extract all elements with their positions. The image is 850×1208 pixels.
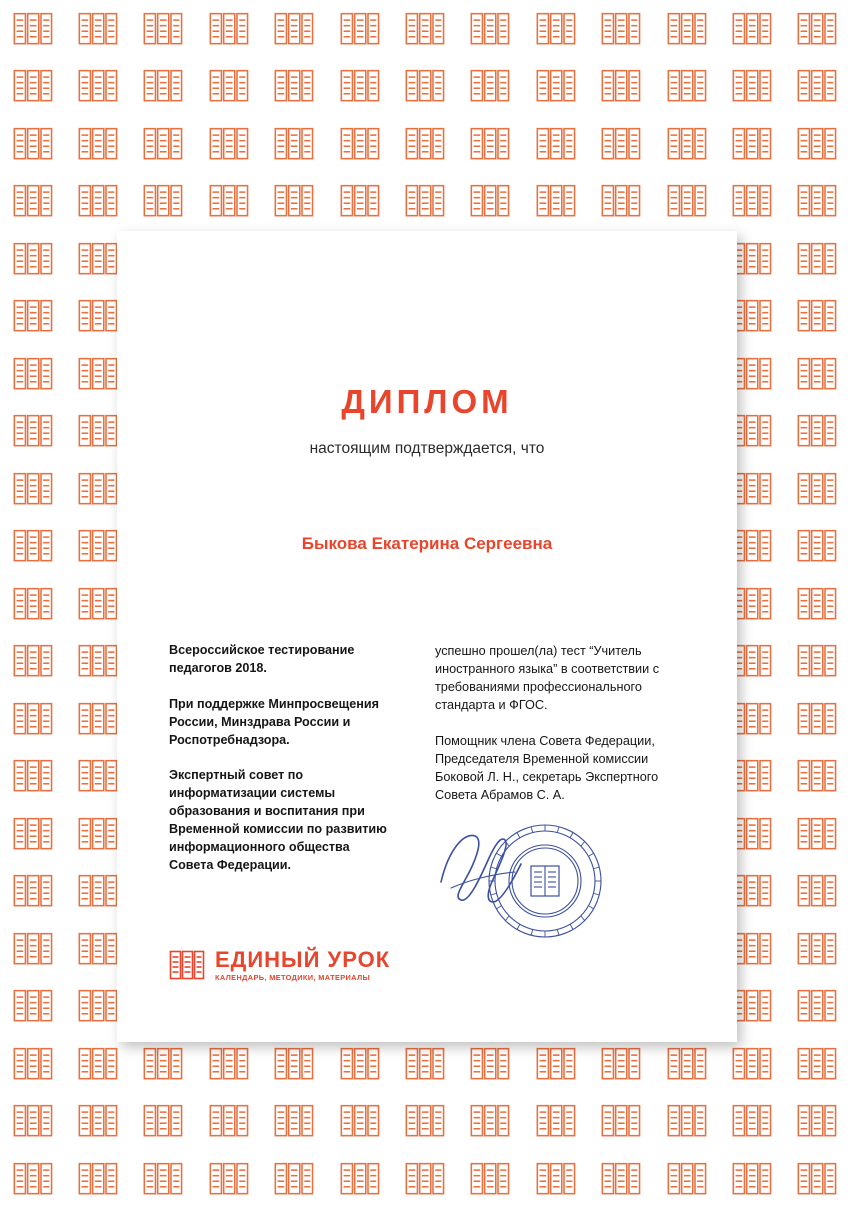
book-logo-icon xyxy=(523,115,588,173)
book-logo-icon xyxy=(65,173,130,231)
book-logo-icon xyxy=(262,1150,327,1208)
book-logo-icon xyxy=(588,173,653,231)
book-logo-icon xyxy=(262,0,327,58)
book-logo-icon xyxy=(719,115,784,173)
book-logo-icon xyxy=(458,1035,523,1093)
book-logo-icon xyxy=(588,58,653,116)
book-logo-icon xyxy=(785,230,850,288)
book-logo-icon xyxy=(0,115,65,173)
book-logo-icon xyxy=(327,58,392,116)
book-logo-icon xyxy=(0,1093,65,1151)
book-logo-icon xyxy=(131,1093,196,1151)
book-logo-icon xyxy=(65,115,130,173)
certificate-title: ДИПЛОМ xyxy=(341,383,513,420)
book-logo-icon xyxy=(131,1035,196,1093)
book-logo-icon xyxy=(196,58,261,116)
book-logo-icon xyxy=(131,173,196,231)
book-logo-icon xyxy=(458,1093,523,1151)
left-paragraph-3: Экспертный совет по информатизации системы образования и воспитания при Временной комиссии по развитию информационного общества Совета Федерации. xyxy=(169,768,387,872)
book-logo-icon xyxy=(262,1093,327,1151)
footer-brand-logo xyxy=(169,949,390,981)
book-logo-icon xyxy=(0,518,65,576)
book-logo-icon xyxy=(785,0,850,58)
book-logo-icon xyxy=(327,1150,392,1208)
book-logo-icon xyxy=(262,58,327,116)
book-logo-icon xyxy=(196,173,261,231)
book-logo-icon xyxy=(785,58,850,116)
book-logo-icon xyxy=(392,1150,457,1208)
book-logo-icon xyxy=(196,1035,261,1093)
book-logo-icon xyxy=(458,1150,523,1208)
book-logo-icon xyxy=(523,1093,588,1151)
book-logo-icon xyxy=(327,173,392,231)
book-logo-icon xyxy=(458,115,523,173)
book-logo-icon xyxy=(0,58,65,116)
book-logo-icon xyxy=(654,1093,719,1151)
book-logo-icon xyxy=(654,58,719,116)
book-logo-icon xyxy=(458,0,523,58)
book-logo-icon xyxy=(785,173,850,231)
certificate-subtitle: настоящим подтверждается, что xyxy=(309,440,545,457)
book-logo-icon xyxy=(392,58,457,116)
brand-tagline: КАЛЕНДАРЬ, МЕТОДИКИ, МАТЕРИАЛЫ xyxy=(215,973,371,982)
book-logo-icon xyxy=(785,748,850,806)
book-logo-icon xyxy=(327,1035,392,1093)
book-logo-icon xyxy=(0,288,65,346)
certificate-left-column xyxy=(169,642,397,893)
right-paragraph-2: Помощник члена Совета Федерации, Председателя Временной комиссии Боковой Л. Н., секретарь Экспертного Совета Абрамов С. А. xyxy=(435,734,659,803)
book-logo-icon xyxy=(262,173,327,231)
book-logo-icon xyxy=(0,575,65,633)
book-logo-icon xyxy=(458,173,523,231)
book-logo-icon xyxy=(785,1035,850,1093)
book-logo-icon xyxy=(654,1150,719,1208)
book-logo-icon xyxy=(131,115,196,173)
book-logo-icon xyxy=(523,58,588,116)
certificate-recipient-name: Быкова Екатерина Сергеевна xyxy=(301,534,553,553)
book-logo-icon xyxy=(785,345,850,403)
book-logo-icon xyxy=(392,1035,457,1093)
book-logo-icon xyxy=(392,0,457,58)
book-logo-icon xyxy=(588,1093,653,1151)
book-logo-icon xyxy=(196,1093,261,1151)
book-logo-icon xyxy=(785,288,850,346)
book-logo-icon xyxy=(719,1150,784,1208)
book-logo-icon xyxy=(0,345,65,403)
book-logo-icon xyxy=(0,460,65,518)
book-logo-icon xyxy=(327,115,392,173)
book-logo-icon xyxy=(0,748,65,806)
book-logo-icon xyxy=(262,115,327,173)
book-logo-icon xyxy=(196,1150,261,1208)
book-logo-icon xyxy=(169,950,205,980)
book-logo-icon xyxy=(785,403,850,461)
brand-name: ЕДИНЫЙ УРОК xyxy=(215,947,391,972)
book-logo-icon xyxy=(0,1150,65,1208)
book-logo-icon xyxy=(0,805,65,863)
right-paragraph-1: успешно прошел(ла) тест “Учитель иностранного языка” в соответствии с требованиями профессионального стандарта и ФГОС. xyxy=(435,644,660,713)
book-logo-icon xyxy=(785,690,850,748)
book-logo-icon xyxy=(654,0,719,58)
book-logo-icon xyxy=(523,0,588,58)
book-logo-icon xyxy=(0,863,65,921)
book-logo-icon xyxy=(327,1093,392,1151)
book-logo-icon xyxy=(785,805,850,863)
book-logo-icon xyxy=(654,1035,719,1093)
book-logo-icon xyxy=(785,633,850,691)
book-logo-icon xyxy=(0,978,65,1036)
book-logo-icon xyxy=(458,58,523,116)
book-logo-icon xyxy=(65,58,130,116)
book-logo-icon xyxy=(719,1035,784,1093)
book-logo-icon xyxy=(588,1150,653,1208)
book-logo-icon xyxy=(785,115,850,173)
book-logo-icon xyxy=(719,58,784,116)
book-logo-icon xyxy=(131,0,196,58)
book-logo-icon xyxy=(0,690,65,748)
book-logo-icon xyxy=(131,1150,196,1208)
book-logo-icon xyxy=(719,173,784,231)
book-logo-icon xyxy=(0,230,65,288)
certificate-sheet xyxy=(117,231,737,1042)
book-logo-icon xyxy=(785,575,850,633)
book-logo-icon xyxy=(392,173,457,231)
book-logo-icon xyxy=(588,1035,653,1093)
official-seal-stamp xyxy=(435,818,625,948)
book-logo-icon xyxy=(262,1035,327,1093)
book-logo-icon xyxy=(196,115,261,173)
book-logo-icon xyxy=(719,1093,784,1151)
book-logo-icon xyxy=(65,1035,130,1093)
book-logo-icon xyxy=(0,920,65,978)
book-logo-icon xyxy=(654,115,719,173)
book-logo-icon xyxy=(588,0,653,58)
book-logo-icon xyxy=(0,633,65,691)
book-logo-icon xyxy=(785,978,850,1036)
book-logo-icon xyxy=(523,173,588,231)
book-logo-icon xyxy=(785,1093,850,1151)
book-logo-icon xyxy=(65,0,130,58)
book-logo-icon xyxy=(392,115,457,173)
book-logo-icon xyxy=(654,173,719,231)
book-logo-icon xyxy=(785,460,850,518)
book-logo-icon xyxy=(0,1035,65,1093)
book-logo-icon xyxy=(0,403,65,461)
book-logo-icon xyxy=(65,1150,130,1208)
book-logo-icon xyxy=(785,863,850,921)
book-logo-icon xyxy=(65,1093,130,1151)
book-logo-icon xyxy=(131,58,196,116)
book-logo-icon xyxy=(0,0,65,58)
book-logo-icon xyxy=(785,920,850,978)
left-paragraph-1: Всероссийское тестирование педагогов 2018. xyxy=(169,643,355,675)
left-paragraph-2: При поддержке Минпросвещения России, Минздрава России и Роспотребнадзора. xyxy=(169,696,379,747)
book-logo-icon xyxy=(196,0,261,58)
book-logo-icon xyxy=(588,115,653,173)
book-logo-icon xyxy=(785,1150,850,1208)
book-logo-icon xyxy=(327,0,392,58)
book-logo-icon xyxy=(392,1093,457,1151)
book-logo-icon xyxy=(785,518,850,576)
book-logo-icon xyxy=(719,0,784,58)
book-logo-icon xyxy=(523,1035,588,1093)
book-logo-icon xyxy=(523,1150,588,1208)
book-logo-icon xyxy=(0,173,65,231)
